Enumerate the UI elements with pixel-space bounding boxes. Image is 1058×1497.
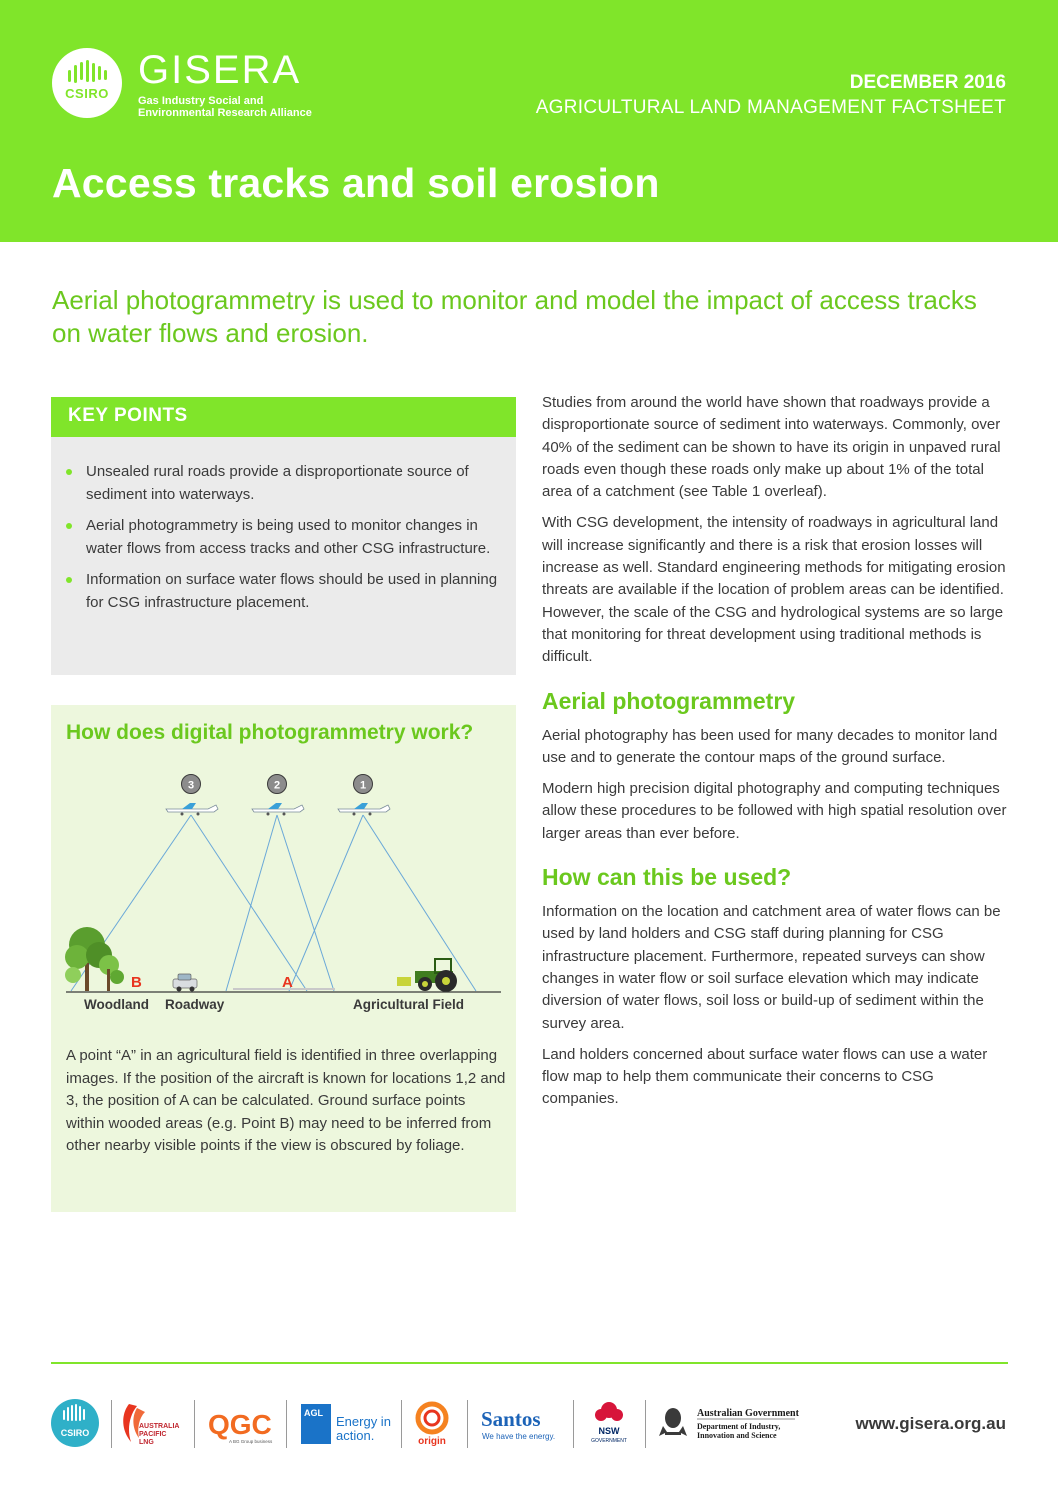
factsheet-series: AGRICULTURAL LAND MANAGEMENT FACTSHEET [535,97,1006,118]
logo-separator [194,1400,195,1448]
svg-text:Australian Government: Australian Government [697,1408,799,1419]
airplane-icon [338,803,390,816]
svg-text:AGL: AGL [304,1408,323,1418]
origin-logo [418,1404,446,1447]
svg-text:NSW: NSW [598,1426,620,1436]
body-paragraph: Land holders concerned about surface water flows can use a water flow map to help them communicate their concerns to CSG companies. [542,1045,988,1108]
plane-number-2 [268,775,287,794]
key-point-text: Aerial photogrammetry is being used to monitor changes in water flows from access tracks and other CSG infrastructure. [86,517,491,557]
body-paragraph: Studies from around the world have shown that roadways provide a disproportionate source of sediment into waterways. Commonly, over 40% of the sediment can be shown to have its origin in unpaved rural roads even though these roads only make up about 1% of the total area of a catchment (see Table 1 overleaf). [542,394,1001,501]
plane-number-1 [354,775,373,794]
woodland-trees-icon [65,927,124,991]
roadway-label: Roadway [165,997,225,1012]
body-paragraph: With CSG development, the intensity of roadways in agricultural land will increase significantly and there is a risk that erosion losses will increase as well. Standard engineering methods for mitigating erosion threats are available if the location of problem areas can be identified. However, the scale of the CSG and hydrological systems are so large that monitoring for threat development using traditional methods is difficult. [542,514,1006,666]
photogrammetry-diagram [51,765,516,1025]
plane-number-3 [182,775,201,794]
panel-heading: How does digital photogrammetry work? [66,721,474,744]
svg-text:Department of Industry,: Department of Industry, [697,1422,781,1431]
svg-text:Innovation and Science: Innovation and Science [697,1431,777,1440]
key-points-list [66,461,501,623]
logo-separator [573,1400,574,1448]
airplane-icon [166,803,218,816]
key-point-item [66,569,501,614]
australia-pacific-lng-logo [123,1404,179,1446]
plane-number-label: 1 [359,779,367,792]
brand-subtitle-line2: Environmental Research Alliance [138,107,312,119]
woodland-label: Woodland [84,997,149,1012]
airplane-icon [252,803,304,816]
website-link[interactable]: www.gisera.org.au [855,1414,1006,1433]
csiro-logo [52,48,122,118]
key-point-item [66,515,501,560]
logo-separator [645,1400,646,1448]
header-banner [0,0,1058,242]
key-points-header [51,397,516,437]
svg-text:action.: action. [336,1428,375,1443]
key-points-box [51,397,516,675]
svg-text:Energy in: Energy in [336,1414,391,1429]
bullet-icon [66,469,72,475]
logo-separator [286,1400,287,1448]
section-heading-aerial: Aerial photogrammetry [542,687,796,714]
nsw-government-logo [591,1402,627,1444]
logo-separator [467,1400,468,1448]
tractor-icon [397,959,457,992]
car-icon [173,974,197,992]
panel-text: A point “A” in an agricultural field is identified in three overlapping images. If the position of the aircraft is known for locations 1,2 and 3, the position of A can be calculated. Ground surface points within wooded areas (e.g. Point B) may need to be inferred from other nearby visible points if the view is obscured by foliage. [66,1047,506,1154]
svg-text:QGC: QGC [208,1409,272,1440]
partner-logos [51,1396,841,1450]
page-title: Access tracks and soil erosion [52,160,660,206]
key-point-item [66,461,501,506]
bullet-icon [66,577,72,583]
photogrammetry-panel [51,705,516,1212]
bullet-icon [66,523,72,529]
lead-text: Aerial photogrammetry is used to monitor and model the impact of access tracks on water flows and erosion. [52,285,977,348]
svg-text:CSIRO: CSIRO [60,1428,90,1438]
agl-logo [301,1404,391,1444]
svg-text:origin: origin [418,1436,446,1447]
agricultural-field-label: Agricultural Field [353,997,465,1012]
point-b-label: B [131,974,142,991]
plane-number-label: 2 [273,779,281,792]
publication-date: DECEMBER 2016 [849,72,1006,93]
brand-name: GISERA [138,48,302,92]
csiro-partner-logo [51,1399,99,1447]
brand-subtitle-line1: Gas Industry Social and [138,95,264,107]
svg-text:We have the energy.: We have the energy. [482,1432,556,1441]
key-point-text: Information on surface water flows should be used in planning for CSG infrastructure placement. [86,571,498,611]
footer-divider [51,1362,1008,1364]
section-heading-usage: How can this be used? [542,864,792,891]
svg-text:LNG: LNG [139,1439,154,1446]
body-paragraph: Modern high precision digital photography and computing techniques allow these procedures to be followed with high spatial resolution over larger areas than ever before. [542,780,1007,842]
australian-government-logo [659,1408,800,1440]
sight-lines [71,815,476,991]
key-points-heading: KEY POINTS [68,405,188,426]
key-point-text: Unsealed rural roads provide a disproportionate source of sediment into waterways. [86,463,469,503]
svg-text:A BG Group business: A BG Group business [229,1439,273,1444]
plane-number-label: 3 [187,779,195,792]
qgc-logo [208,1409,273,1444]
body-paragraph: Information on the location and catchment area of water flows can be used by land holders and CSG staff during planning for CSG infrastructure placement. Furthermore, repeated surveys can show changes in water flow or soil surface elevation which may indicate diversion of water flows, soil loss or build-up of sediment within the survey area. [542,903,1001,1032]
csiro-logo-text: CSIRO [65,86,109,101]
logo-separator [111,1400,112,1448]
svg-text:GOVERNMENT: GOVERNMENT [591,1438,627,1444]
main-column [542,392,1012,1120]
csiro-bars-icon [66,60,108,84]
svg-text:Santos: Santos [481,1407,541,1431]
svg-text:AUSTRALIA: AUSTRALIA [139,1423,180,1430]
svg-text:PACIFIC: PACIFIC [139,1431,167,1438]
body-paragraph: Aerial photography has been used for many decades to monitor land use and to generate the contour maps of the ground surface. [542,726,998,766]
santos-logo [481,1407,555,1441]
point-a-label: A [282,974,293,991]
logo-separator [401,1400,402,1448]
